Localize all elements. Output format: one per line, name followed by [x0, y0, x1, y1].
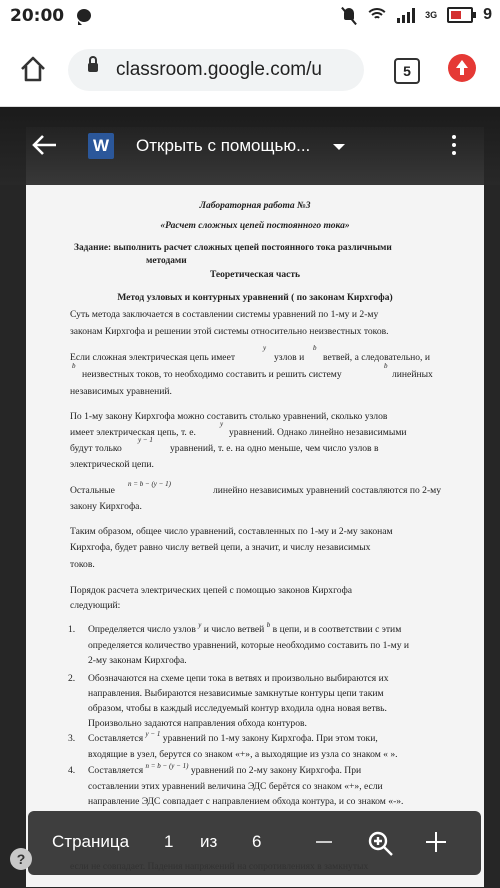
formula-y-minus-1: y − 1 [138, 436, 153, 444]
list-number: 1. [68, 624, 76, 635]
paragraph-1-line-2: законам Кирхгофа и решении этой системы относительно неизвестных токов. [70, 326, 389, 337]
list-item [68, 622, 448, 668]
address-bar[interactable] [68, 49, 364, 91]
formula-b-2: b [72, 362, 76, 370]
zoom-out-icon[interactable] [316, 841, 332, 843]
paragraph-6-line-2: следующий: [70, 600, 121, 611]
add-icon[interactable] [426, 832, 446, 852]
paragraph-4-line-1b: линейно независимых уравнений составляются по 2-му [213, 485, 442, 496]
viewer-toolbar [0, 107, 500, 185]
formula-n-2: n = b − (y − 1) [145, 762, 189, 770]
list-number: 2. [68, 673, 76, 684]
doc-subtitle: «Расчет сложных цепей постоянного тока» [160, 221, 350, 231]
paragraph-4-line-2: закону Кирхгофа. [70, 501, 142, 512]
battery-icon [447, 7, 473, 23]
clock: 20:00 [10, 6, 65, 26]
list-number: 3. [68, 733, 76, 744]
paragraph-2-line-1a: Если сложная электрическая цепь имеет [70, 352, 236, 363]
formula-n: n = b − (y − 1) [128, 480, 171, 488]
signal-icon [397, 7, 415, 23]
mute-icon [341, 6, 357, 24]
formula-b: b [313, 344, 317, 352]
doc-task-line2: методами [146, 256, 187, 266]
zoom-in-icon[interactable] [368, 831, 394, 857]
list-2-line-1: Обозначаются на схеме цепи тока в ветвях и произвольно выбираются их [88, 673, 389, 684]
chat-notification-icon [77, 9, 91, 22]
paragraph-5-line-1: Таким образом, общее число уравнений, составленных по 1-му и 2-му законам [70, 526, 393, 537]
paragraph-3-line-3b: уравнений, т. е. на одно меньше, чем число узлов в [170, 443, 379, 454]
list-item [68, 731, 448, 762]
paragraph-3-line-4: электрической цепи. [70, 459, 154, 470]
list-item [68, 763, 448, 809]
back-arrow-icon[interactable] [30, 131, 58, 159]
paragraph-2-line-1b: узлов и [274, 352, 305, 363]
paragraph-5-line-2: Кирхгофа, будет равно числу ветвей цепи, а значит, и числу независимых [70, 542, 371, 553]
list-2-line-2: направления. Выбираются независимые замкнутые контуры цепи таким [88, 688, 384, 699]
paragraph-4-line-1a: Остальные [70, 485, 115, 496]
paragraph-2-line-2a: неизвестных токов, то необходимо составить и решить систему [82, 369, 342, 380]
formula-y: y [263, 344, 267, 352]
list-1-line-3: 2-му законам Кирхгофа. [88, 655, 187, 666]
paragraph-3-line-3a: будут только [70, 443, 122, 454]
paragraph-3-line-1: По 1-му закону Кирхгофа можно составить столько уравнений, сколько узлов [70, 411, 388, 422]
status-icons [341, 6, 492, 24]
list-1-line-1b: и число ветвей [203, 624, 265, 635]
update-icon[interactable] [448, 54, 476, 82]
browser-toolbar [0, 34, 500, 107]
paragraph-3-line-2a: имеет электрическая цепь, т. е. [70, 427, 196, 438]
page-of-label: из [200, 832, 218, 851]
word-app-icon[interactable]: W [88, 133, 114, 159]
document-page [26, 127, 484, 887]
list-3-line-2: входящие в узел, берутся со знаком «+», а выходящие из узла со знаком « ». [88, 749, 398, 760]
list-4-line-1b: уравнений по 2-му закону Кирхгофа. При [190, 765, 362, 776]
lock-icon [88, 63, 98, 72]
paragraph-2-line-2b: линейных [392, 369, 433, 380]
list-number: 4. [68, 765, 76, 776]
battery-level: 9 [483, 6, 492, 23]
page-navigation-bar [28, 811, 481, 875]
document-viewer [0, 107, 500, 888]
paragraph-2-line-3: независимых уравнений. [70, 386, 172, 397]
home-icon[interactable] [18, 54, 48, 84]
paragraph-1-line-1: Суть метода заключается в составлении системы уравнений по 1-му и 2-му [70, 309, 379, 320]
doc-title: Лабораторная работа №3 [199, 201, 311, 211]
paragraph-6-line-1: Порядок расчета электрических цепей с помощью законов Кирхгофа [70, 585, 353, 596]
doc-theory-heading: Теоретическая часть [209, 270, 301, 280]
current-page[interactable]: 1 [164, 832, 174, 851]
open-with-button[interactable]: Открыть с помощью... [136, 136, 311, 155]
formula-y-minus-1-2: y − 1 [145, 730, 161, 738]
doc-task-line1: Задание: выполнить расчет сложных цепей постоянного тока различными [74, 243, 392, 253]
list-item [68, 671, 448, 731]
tab-switcher-button[interactable]: 5 [394, 58, 420, 84]
wifi-icon [367, 7, 387, 23]
doc-method-heading: Метод узловых и контурных уравнений ( по законам Кирхгофа) [117, 293, 393, 303]
formula-b-3: b [384, 362, 388, 370]
list-2-line-4: Произвольно задаются направления обхода контуров. [88, 718, 307, 729]
page-label: Страница [52, 832, 130, 851]
list-1-line-1a: Определяется число узлов [88, 624, 196, 635]
list-1-line-1c: в цепи, и в соответствии с этим [272, 624, 402, 635]
total-pages: 6 [252, 832, 262, 851]
url-text: classroom.google.com/u [116, 59, 322, 80]
help-icon[interactable]: ? [10, 848, 32, 870]
paragraph-3-line-2b: уравнений. Однако линейно независимыми [229, 427, 407, 438]
formula-b-4: b [266, 621, 271, 629]
paragraph-5-line-3: токов. [70, 559, 95, 570]
list-3-line-1b: уравнений по 1-му закону Кирхгофа. При этом токи, [162, 733, 378, 744]
network-type: 3G [425, 10, 438, 20]
list-4-line-1a: Составляется [88, 765, 144, 776]
list-2-line-3: образом, чтобы в каждый исследуемый контур входила одна новая ветвь. [88, 703, 387, 714]
more-options-icon[interactable] [452, 135, 456, 159]
formula-y-2: y [220, 420, 224, 428]
status-bar [0, 0, 500, 34]
list-1-line-2: определяется количество уравнений, которые необходимо составить по 1-му и [88, 640, 410, 651]
paragraph-2-line-1c: ветвей, а следовательно, и [323, 352, 430, 363]
formula-y-3: y [198, 621, 202, 629]
dropdown-arrow-icon[interactable] [333, 144, 345, 150]
list-4-line-3: направление ЭДС совпадает с направлением обхода контура, и со знаком «-». [88, 796, 404, 807]
list-4-line-2: составлении этих уравнений величина ЭДС берётся со знаком «+», если [88, 781, 383, 792]
list-3-line-1a: Составляется [88, 733, 144, 744]
